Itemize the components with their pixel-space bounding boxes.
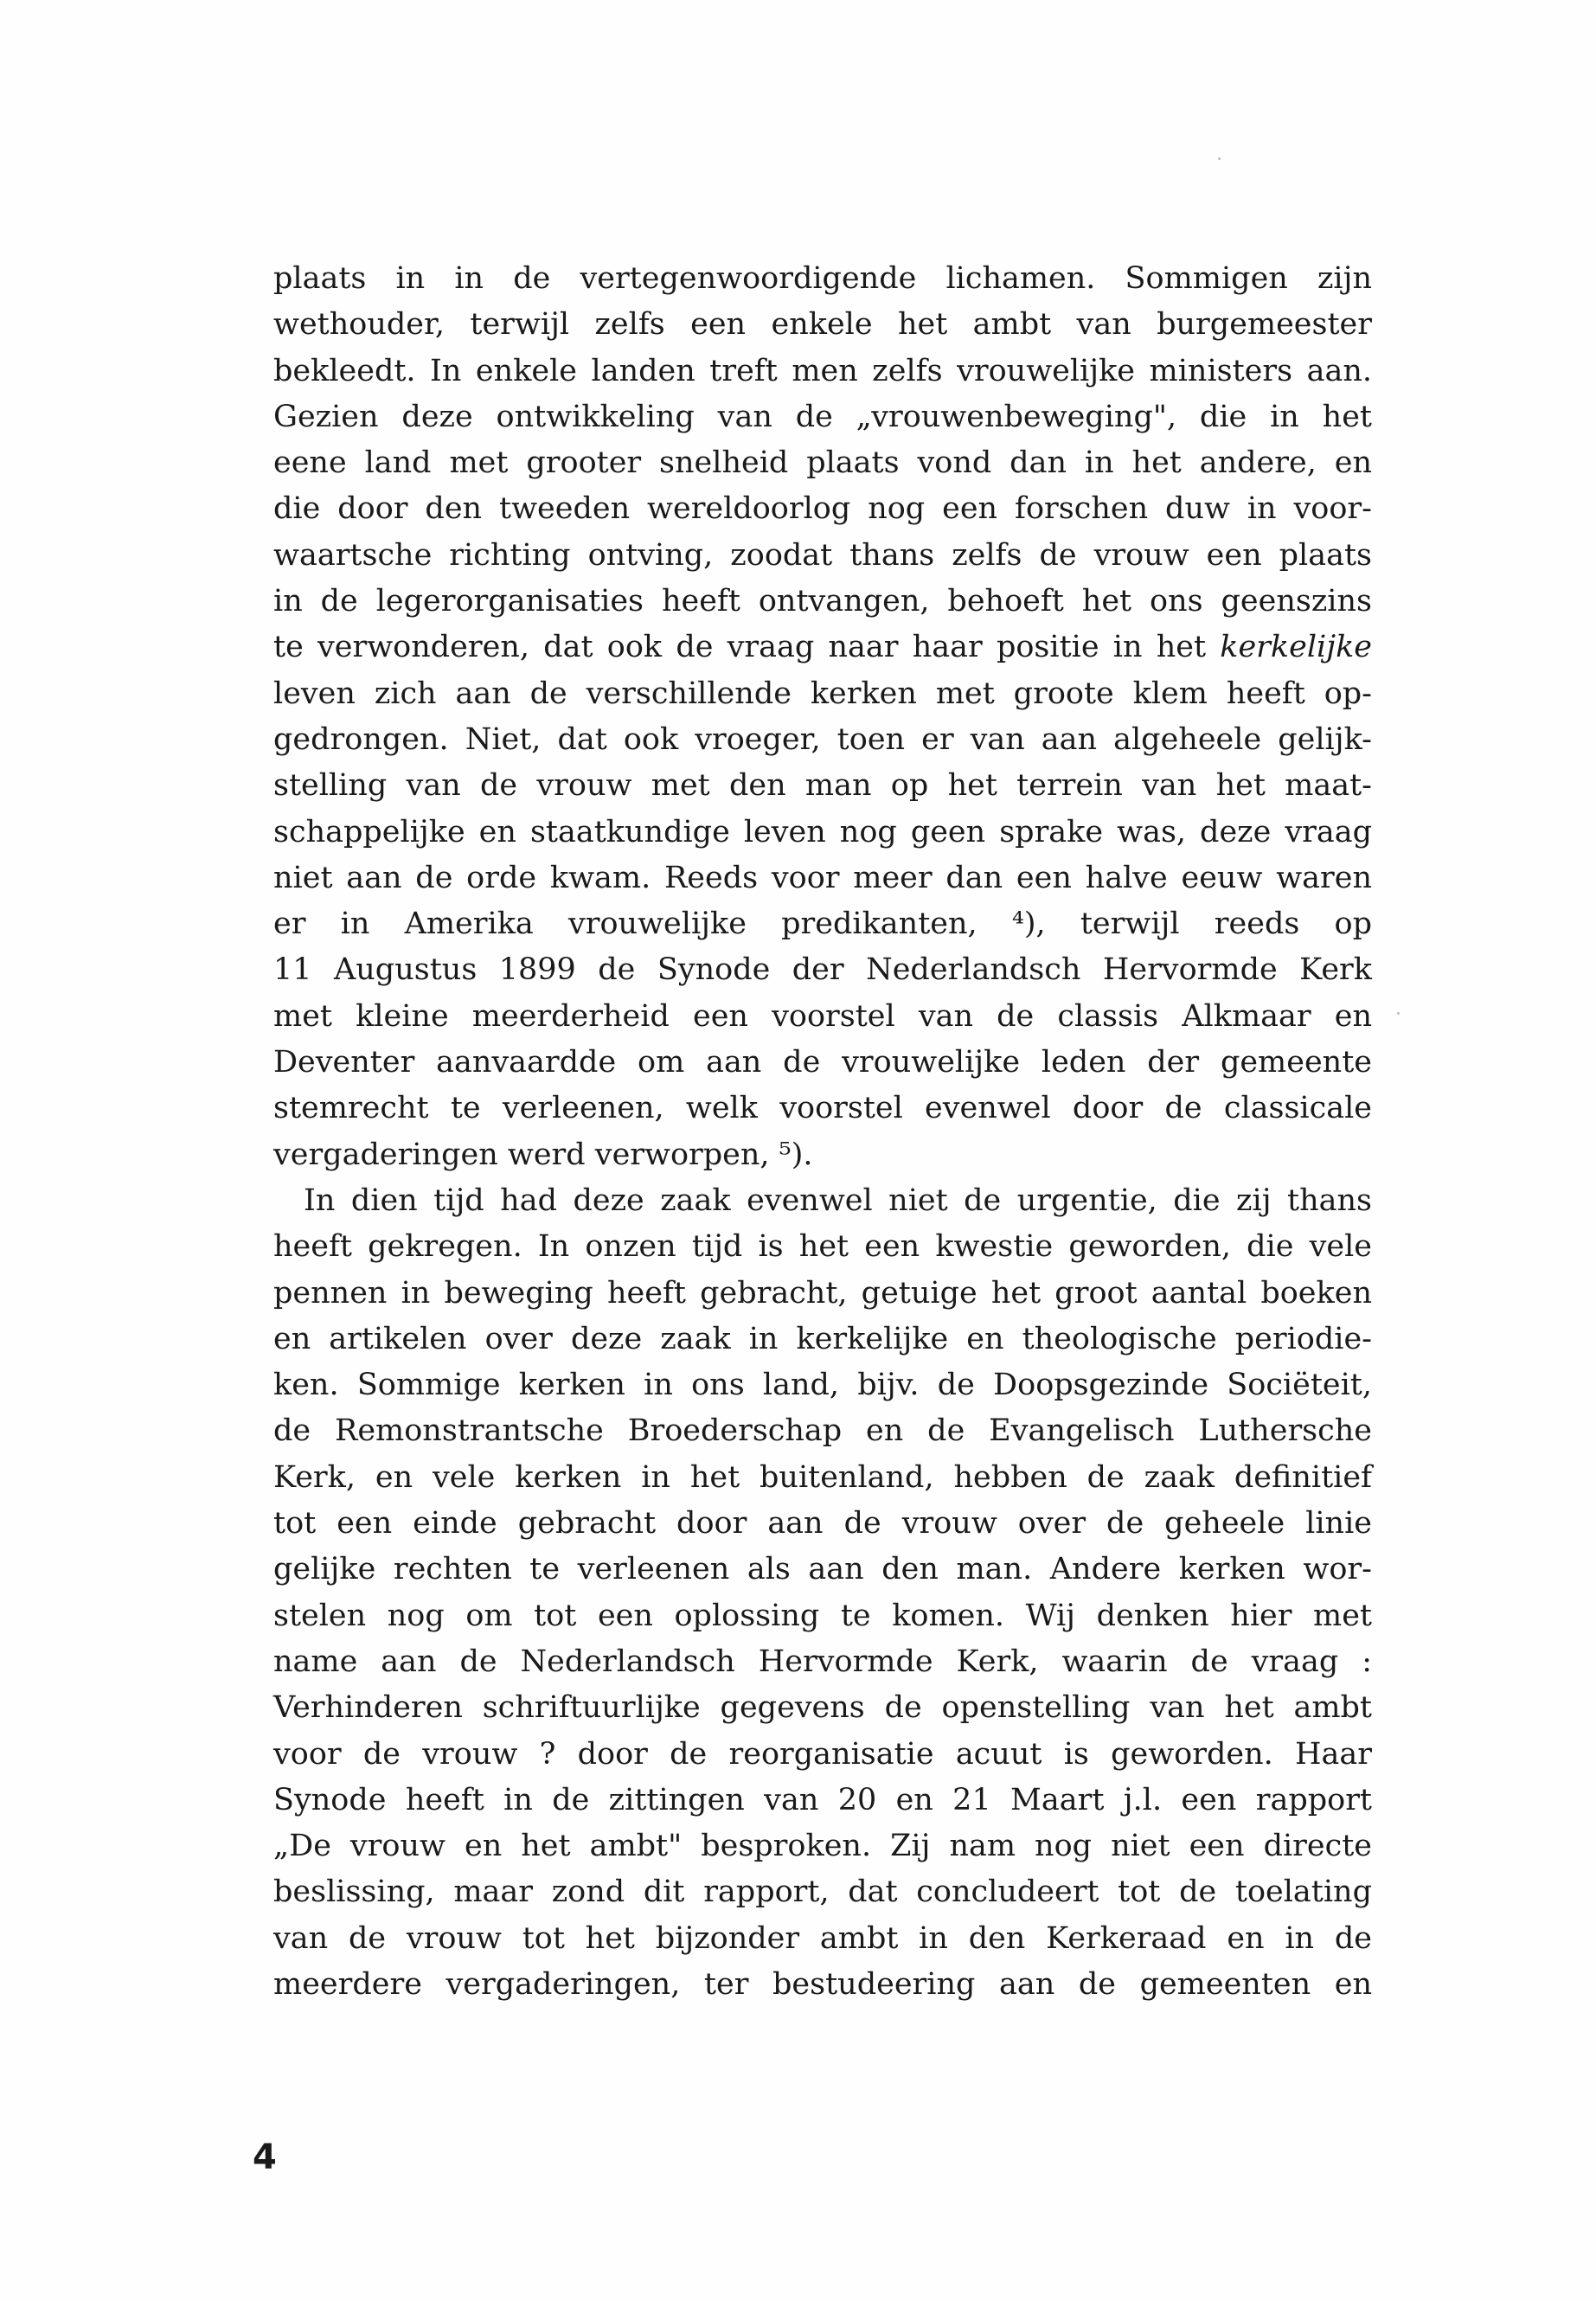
text-line: niet aan de orde kwam. Reeds voor meer dan een halve eeuw waren: [273, 860, 1372, 895]
text-line: Verhinderen schriftuurlijke gegevens de openstelling van het ambt: [273, 1690, 1372, 1726]
text-line: met kleine meerderheid een voorstel van de classis Alkmaar en: [273, 998, 1372, 1034]
text-line: ken. Sommige kerken in ons land, bijv. de Doopsgezinde Sociëteit,: [273, 1368, 1372, 1403]
text-line: tot een einde gebracht door aan de vrouw over de geheele linie: [273, 1506, 1372, 1541]
text-line: Gezien deze ontwikkeling van de „vrouwenbeweging", die in het: [273, 399, 1372, 434]
text-line: waartsche richting ontving, zoodat thans zelfs de vrouw een plaats: [273, 537, 1372, 573]
text-line: in de legerorganisaties heeft ontvangen, behoeft het ons geenszins: [273, 584, 1372, 619]
italic-word: kerkelijke: [1220, 630, 1372, 665]
paragraph-2: [273, 1178, 1372, 2008]
text-line: bekleedt. In enkele landen treft men zelfs vrouwelijke ministers aan.: [273, 353, 1372, 388]
text-line: Deventer aanvaardde om aan de vrouwelijke leden der gemeente: [273, 1045, 1372, 1080]
text-line: 11 Augustus 1899 de Synode der Nederlandsch Hervormde Kerk: [273, 952, 1372, 988]
text-line: stelling van de vrouw met den man op het terrein van het maat-: [273, 768, 1372, 804]
paragraph-1: [273, 256, 1372, 1178]
body-text: [273, 256, 1372, 2008]
text-line: meerdere vergaderingen, ter bestudeering aan de gemeenten en: [273, 1966, 1372, 2002]
text-line: beslissing, maar zond dit rapport, dat concludeert tot de toelating: [273, 1875, 1372, 1910]
text-line: gelijke rechten te verleenen als aan den man. Andere kerken wor-: [273, 1552, 1372, 1587]
text-line-with-italic: te verwonderen, dat ook de vraag naar haar positie in het kerkelijke: [273, 630, 1372, 665]
text-line: stemrecht te verleenen, welk voorstel evenwel door de classicale: [273, 1091, 1372, 1126]
scan-speck: [1397, 1012, 1400, 1015]
text-line: gedrongen. Niet, dat ook vroeger, toen er van aan algeheele gelijk-: [273, 721, 1372, 757]
text-line: van de vrouw tot het bijzonder ambt in den Kerkeraad en in de: [273, 1920, 1372, 1956]
text-line: stelen nog om tot een oplossing te komen. Wij denken hier met: [273, 1598, 1372, 1633]
text-line: Synode heeft in de zittingen van 20 en 21 Maart j.l. een rapport: [273, 1782, 1372, 1817]
text-line: voor de vrouw ? door de reorganisatie acuut is geworden. Haar: [273, 1736, 1372, 1772]
text-line: name aan de Nederlandsch Hervormde Kerk, waarin de vraag :: [273, 1644, 1372, 1679]
text-line: leven zich aan de verschillende kerken met groote klem heeft op-: [273, 676, 1372, 711]
text-line: In dien tijd had deze zaak evenwel niet de urgentie, die zij thans: [304, 1183, 1372, 1218]
text-line: heeft gekregen. In onzen tijd is het een kwestie geworden, die vele: [273, 1229, 1372, 1265]
text-line: vergaderingen werd verworpen, ⁵).: [273, 1137, 813, 1172]
scan-speck: [1218, 157, 1221, 160]
text-line: er in Amerika vrouwelijke predikanten, ⁴), terwijl reeds op: [273, 907, 1372, 942]
text-line: en artikelen over deze zaak in kerkelijke en theologische periodie-: [273, 1321, 1372, 1356]
page-number: 4: [253, 2138, 277, 2177]
text-line: schappelijke en staatkundige leven nog geen sprake was, deze vraag: [273, 814, 1372, 849]
text-line: Kerk, en vele kerken in het buitenland, hebben de zaak definitief: [273, 1459, 1372, 1495]
text-line: pennen in beweging heeft gebracht, getuige het groot aantal boeken: [273, 1275, 1372, 1311]
text-line: de Remonstrantsche Broederschap en de Evangelisch Luthersche: [273, 1413, 1372, 1449]
text-line: eene land met grooter snelheid plaats vond dan in het andere, en: [273, 445, 1372, 481]
text-line: plaats in in de vertegenwoordigende lichamen. Sommigen zijn: [273, 261, 1372, 296]
text-line: die door den tweeden wereldoorlog nog een forschen duw in voor-: [273, 491, 1372, 527]
text-line: „De vrouw en het ambt" besproken. Zij nam nog niet een directe: [273, 1829, 1372, 1864]
text-line: wethouder, terwijl zelfs een enkele het ambt van burgemeester: [273, 307, 1372, 343]
